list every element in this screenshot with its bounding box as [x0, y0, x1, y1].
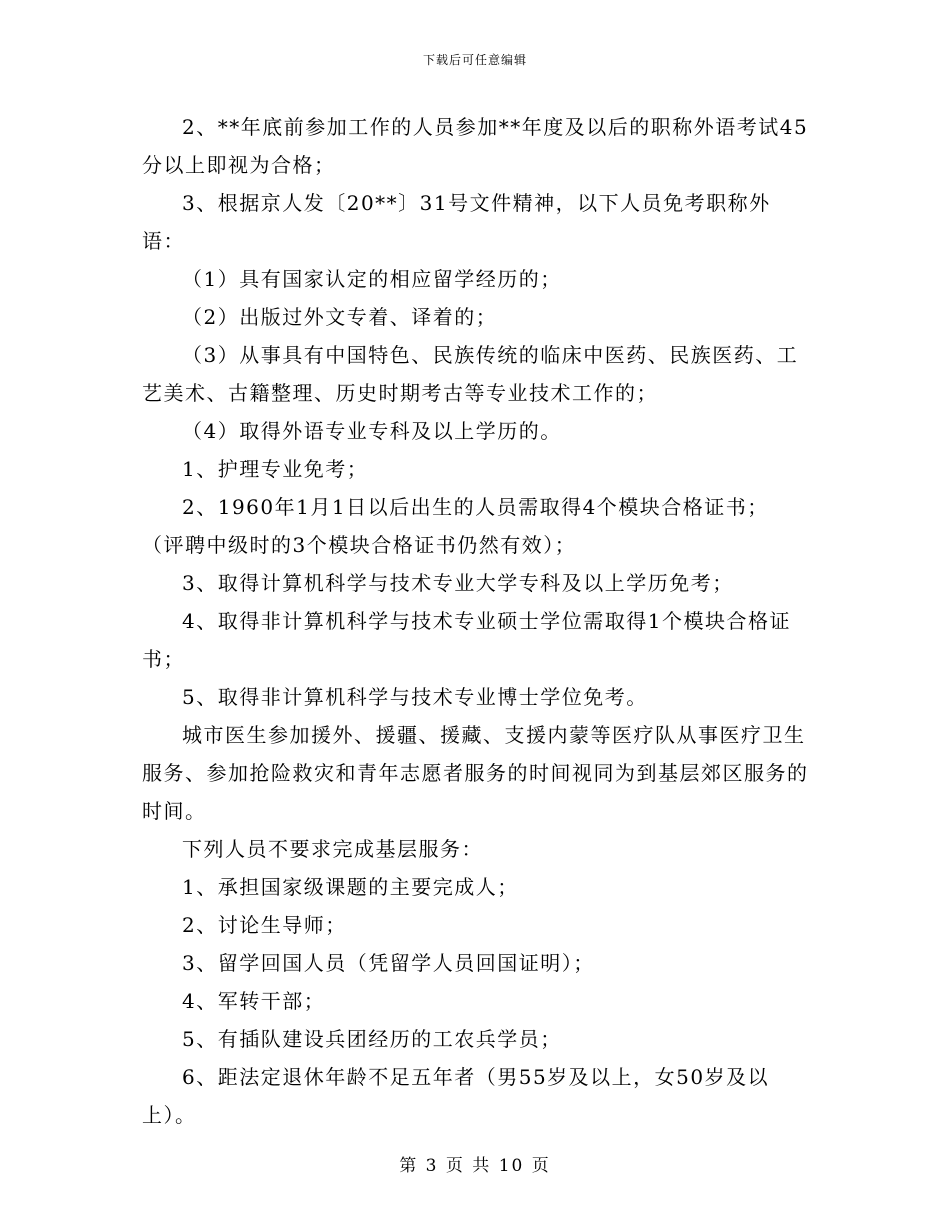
paragraph-1: 2、**年底前参加工作的人员参加**年度及以后的职称外语考试45分以上即视为合格； [142, 115, 809, 177]
paragraph-17: 3、留学回国人员（凭留学人员回国证明）； [182, 951, 595, 975]
paragraph-20: 6、距法定退休年龄不足五年者（男55岁及以上，女50岁及以上）。 [142, 1065, 770, 1127]
page-header: 下载后可任意编辑 [422, 53, 527, 67]
paragraph-8: 2、1960年1月1日以后出生的人员需取得4个模块合格证书； [182, 495, 769, 519]
paragraph-11: 4、取得非计算机科学与技术专业硕士学位需取得1个模块合格证书； [142, 609, 791, 671]
paragraph-4: （2）出版过外文专着、译着的； [182, 305, 498, 329]
paragraph-13: 城市医生参加援外、援疆、援藏、支援内蒙等医疗队从事医疗卫生服务、参加抢险救灾和青年志愿者服务的时间视同为到基层郊区服务的时间。 [142, 723, 809, 823]
paragraph-15: 1、承担国家级课题的主要完成人； [182, 875, 519, 899]
paragraph-10: 3、取得计算机科学与技术专业大学专科及以上学历免考； [182, 571, 734, 595]
paragraph-19: 5、有插队建设兵团经历的工农兵学员； [182, 1027, 562, 1051]
paragraph-18: 4、军转干部； [182, 989, 326, 1013]
paragraph-16: 2、讨论生导师； [182, 913, 347, 937]
paragraph-3: （1）具有国家认定的相应留学经历的； [182, 267, 562, 291]
document-body [142, 108, 810, 1134]
paragraph-6: （4）取得外语专业专科及以上学历的。 [182, 419, 562, 443]
page-footer: 第 3 页 共 10 页 [399, 1156, 551, 1176]
paragraph-14: 下列人员不要求完成基层服务： [182, 837, 483, 861]
paragraph-5: （3）从事具有中国特色、民族传统的临床中医药、民族医药、工艺美术、古籍整理、历史时期考古等专业技术工作的； [142, 343, 799, 405]
paragraph-12: 5、取得非计算机科学与技术专业博士学位免考。 [182, 685, 648, 709]
paragraph-9: （评聘中级时的3个模块合格证书仍然有效）； [142, 533, 577, 557]
paragraph-7: 1、护理专业免考； [182, 457, 369, 481]
paragraph-2: 3、根据京人发〔20**〕31号文件精神，以下人员免考职称外语： [142, 191, 771, 253]
